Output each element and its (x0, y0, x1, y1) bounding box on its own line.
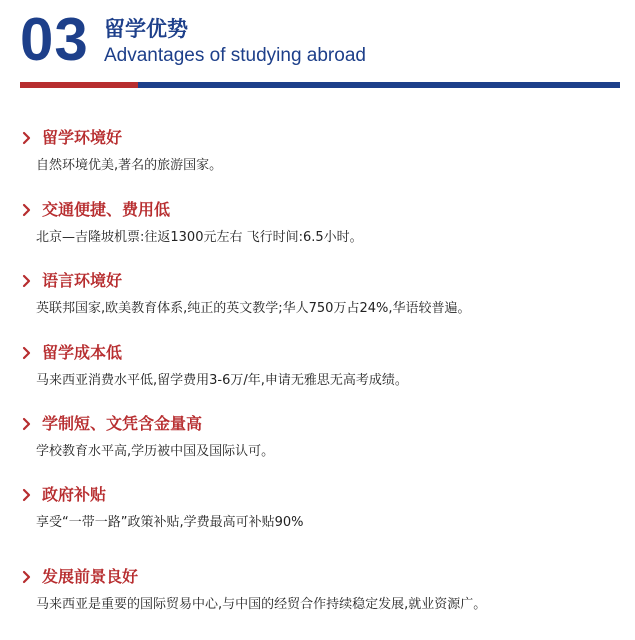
chevron-right-icon (20, 570, 34, 584)
advantage-description: 享受“一带一路”政策补贴,学费最高可补贴90% (36, 515, 304, 530)
advantage-title-row (20, 199, 620, 221)
advantage-description: 英联邦国家,欧美教育体系,纯正的英文教学;华人750万占24%,华语较普遍。 (36, 301, 471, 316)
section-number: 03 (20, 6, 89, 73)
advantage-title-row (20, 342, 620, 364)
chevron-right-icon (20, 203, 34, 217)
advantage-item (20, 199, 620, 248)
advantage-description: 马来西亚消费水平低,留学费用3-6万/年,申请无雅思无高考成绩。 (36, 373, 408, 388)
advantage-item (20, 413, 620, 462)
page-title: 留学优势 (104, 17, 188, 41)
advantage-title-row (20, 270, 620, 292)
advantage-item (20, 484, 620, 533)
advantage-title-row (20, 484, 620, 506)
advantage-title: 学制短、文凭含金量高 (42, 414, 203, 433)
advantage-item (20, 270, 620, 319)
advantage-item (20, 566, 620, 615)
advantage-item (20, 342, 620, 391)
advantage-title-row (20, 127, 620, 149)
divider-blue-segment (138, 82, 620, 88)
advantage-title: 语言环境好 (42, 271, 123, 290)
chevron-right-icon (20, 131, 34, 145)
advantage-title: 交通便捷、费用低 (42, 200, 171, 219)
advantage-description: 北京—吉隆坡机票:往返1300元左右 飞行时间:6.5小时。 (36, 230, 363, 245)
advantage-description: 自然环境优美,著名的旅游国家。 (36, 158, 223, 173)
chevron-right-icon (20, 274, 34, 288)
advantage-description: 学校教育水平高,学历被中国及国际认可。 (36, 444, 275, 459)
advantage-title: 留学成本低 (42, 343, 123, 362)
page-subtitle: Advantages of studying abroad (104, 45, 366, 66)
header-divider (20, 82, 620, 88)
chevron-right-icon (20, 346, 34, 360)
advantage-title: 发展前景良好 (42, 567, 139, 586)
chevron-right-icon (20, 488, 34, 502)
advantage-description: 马来西亚是重要的国际贸易中心,与中国的经贸合作持续稳定发展,就业资源广。 (36, 597, 487, 612)
page-header (20, 6, 620, 78)
chevron-right-icon (20, 417, 34, 431)
divider-red-segment (20, 82, 138, 88)
advantage-title-row (20, 566, 620, 588)
advantage-title: 政府补贴 (42, 485, 107, 504)
advantage-item (20, 127, 620, 176)
advantage-title-row (20, 413, 620, 435)
advantage-title: 留学环境好 (42, 128, 123, 147)
